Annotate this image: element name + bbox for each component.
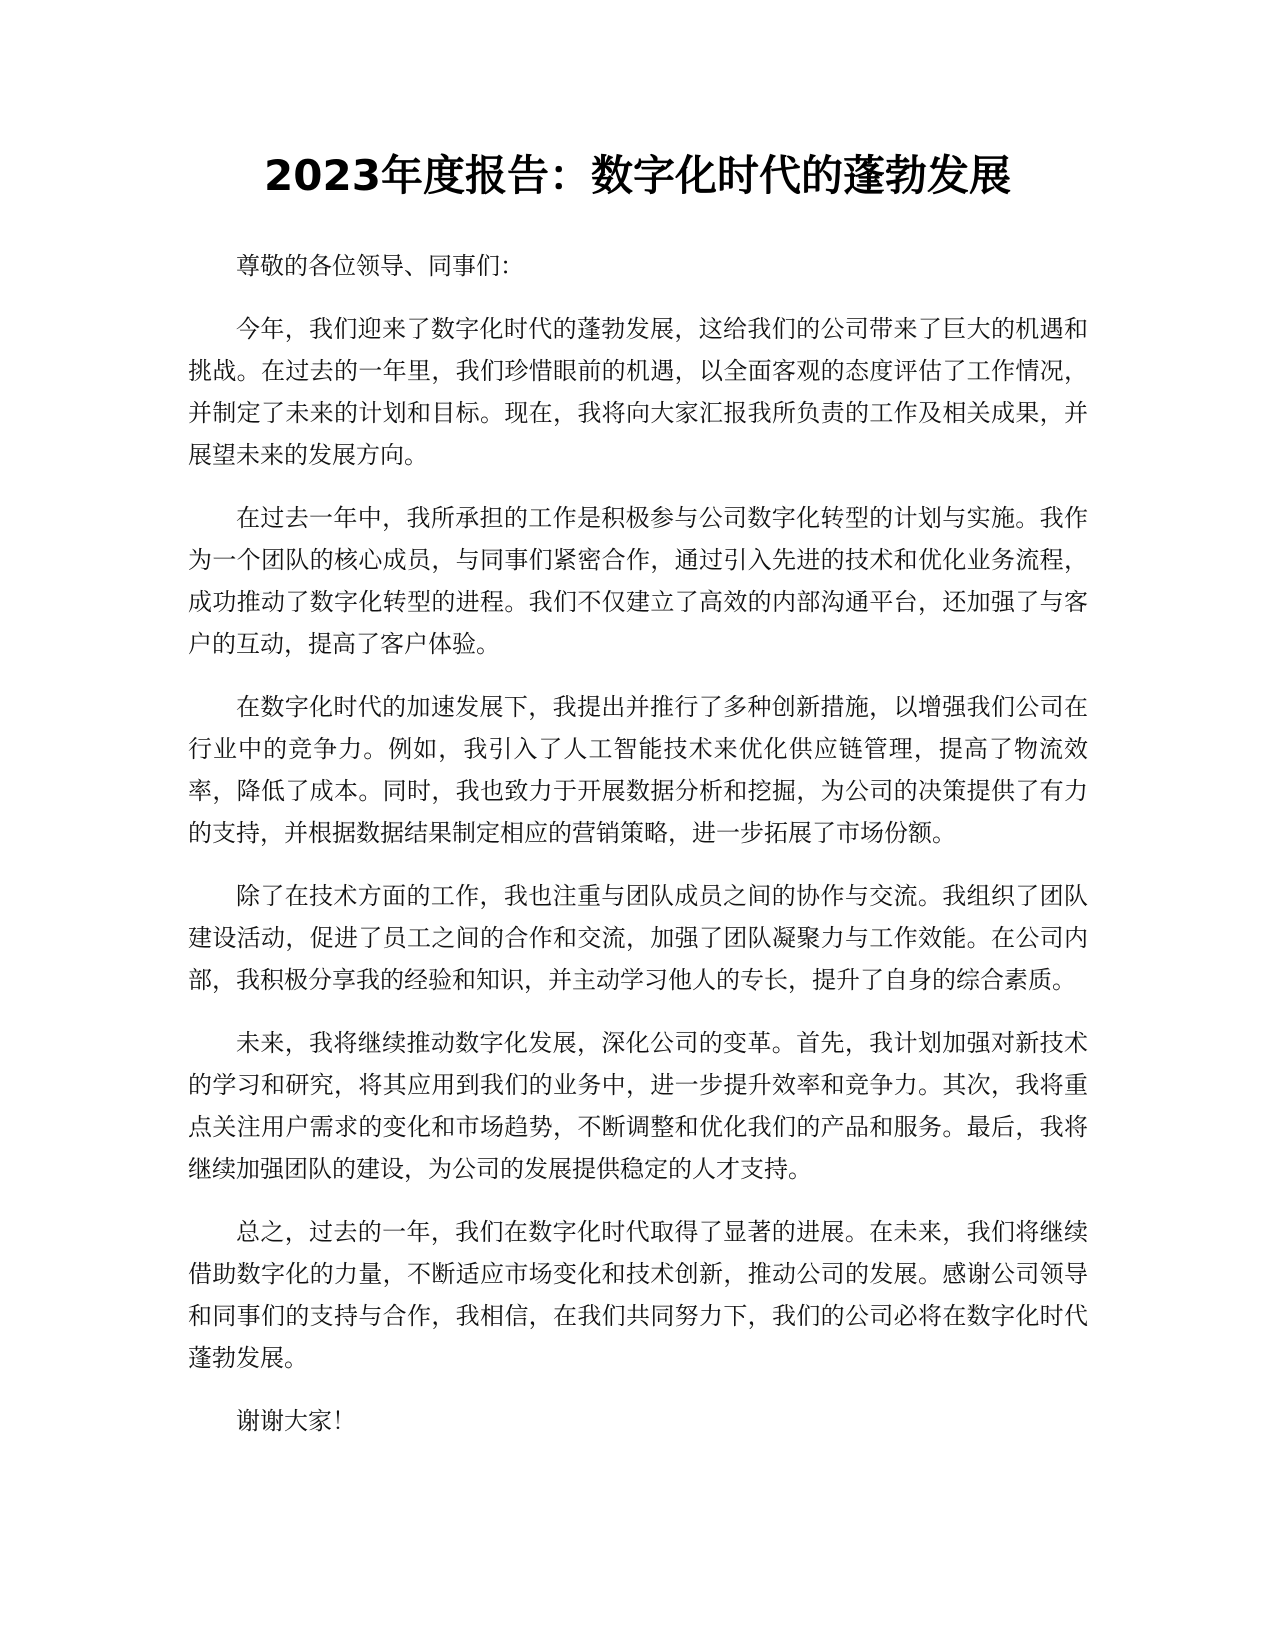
body-paragraph: 未来，我将继续推动数字化发展，深化公司的变革。首先，我计划加强对新技术的学习和研究，将其应用到我们的业务中，进一步提升效率和竞争力。其次，我将重点关注用户需求的变化和市场趋势，不断调整和优化我们的产品和服务。最后，我将继续加强团队的建设，为公司的发展提供稳定的人才支持。 [188,1029,1088,1183]
document-body [188,245,1088,1463]
body-paragraph: 在数字化时代的加速发展下，我提出并推行了多种创新措施，以增强我们公司在行业中的竞争力。例如，我引入了人工智能技术来优化供应链管理，提高了物流效率，降低了成本。同时，我也致力于开展数据分析和挖掘，为公司的决策提供了有力的支持，并根据数据结果制定相应的营销策略，进一步拓展了市场份额。 [188,693,1088,847]
body-paragraph: 总之，过去的一年，我们在数字化时代取得了显著的进展。在未来，我们将继续借助数字化的力量，不断适应市场变化和技术创新，推动公司的发展。感谢公司领导和同事们的支持与合作，我相信，在我们共同努力下，我们的公司必将在数字化时代蓬勃发展。 [188,1218,1088,1372]
body-paragraph: 除了在技术方面的工作，我也注重与团队成员之间的协作与交流。我组织了团队建设活动，促进了员工之间的合作和交流，加强了团队凝聚力与工作效能。在公司内部，我积极分享我的经验和知识，并主动学习他人的专长，提升了自身的综合素质。 [188,882,1088,994]
document-title: 2023年度报告：数字化时代的蓬勃发展 [264,151,1011,200]
greeting-paragraph: 尊敬的各位领导、同事们： [236,252,524,280]
closing-paragraph: 谢谢大家！ [236,1407,356,1435]
body-paragraph: 在过去一年中，我所承担的工作是积极参与公司数字化转型的计划与实施。我作为一个团队的核心成员，与同事们紧密合作，通过引入先进的技术和优化业务流程，成功推动了数字化转型的进程。我们不仅建立了高效的内部沟通平台，还加强了与客户的互动，提高了客户体验。 [188,504,1088,658]
body-paragraph: 今年，我们迎来了数字化时代的蓬勃发展，这给我们的公司带来了巨大的机遇和挑战。在过去的一年里，我们珍惜眼前的机遇，以全面客观的态度评估了工作情况，并制定了未来的计划和目标。现在，我将向大家汇报我所负责的工作及相关成果，并展望未来的发展方向。 [188,315,1088,469]
